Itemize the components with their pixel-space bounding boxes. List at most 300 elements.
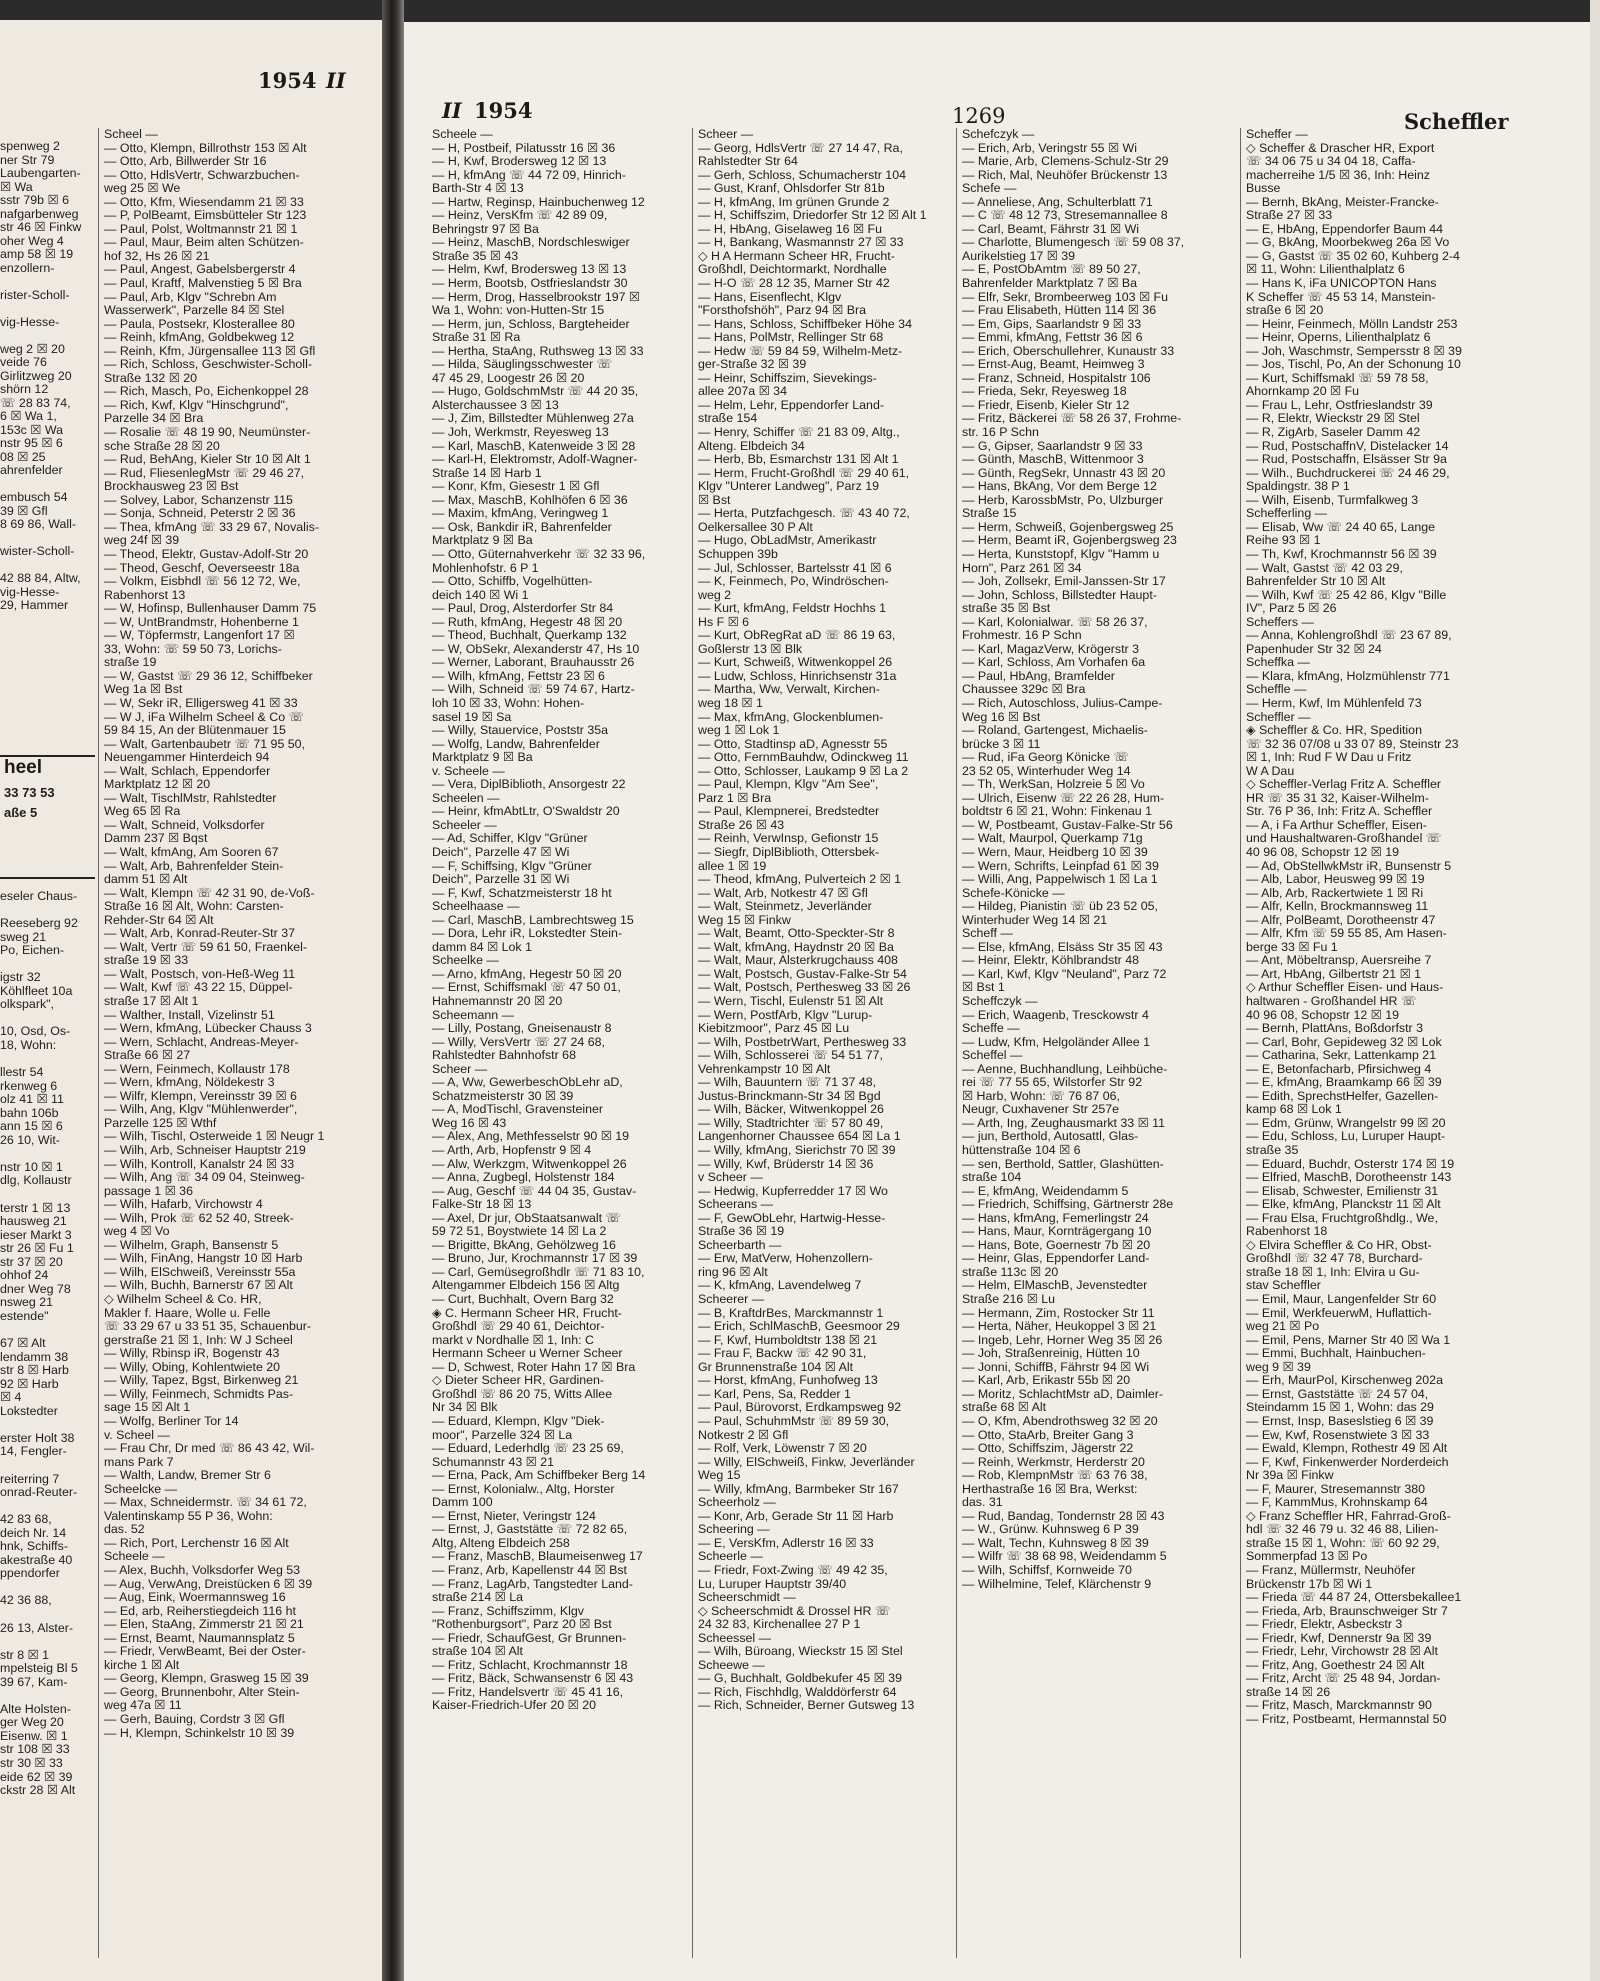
directory-line: — Max, kfmAng, Glockenblumen-: [698, 710, 884, 724]
directory-line: Scheerle —: [698, 1550, 763, 1564]
directory-line: [0, 559, 95, 573]
directory-line: Deich", Parzelle 31 ☒ Wi: [432, 873, 570, 887]
directory-line: — Friedr, Lehr, Virchowstr 28 ☒ Alt: [1246, 1645, 1438, 1659]
directory-line: — Gerh, Schloss, Schumacherstr 104: [698, 168, 906, 182]
directory-line: Großhdl, Deichtormarkt, Nordhalle: [698, 263, 887, 277]
directory-line: — W, Postbeamt, Gustav-Falke-Str 56: [962, 818, 1173, 832]
directory-line: Scheemann —: [432, 1008, 514, 1022]
right-page-year: 1954: [474, 98, 533, 123]
directory-line: ◇ Franz Scheffler HR, Fahrrad-Groß-: [1246, 1509, 1451, 1523]
directory-line: stav Scheffler: [1246, 1279, 1321, 1293]
directory-line: [0, 1689, 95, 1703]
directory-line: Großhdl ☏ 86 20 75, Witts Allee: [432, 1387, 613, 1401]
directory-line: str 108 ☒ 33: [0, 1743, 70, 1757]
directory-line: — Helm, Lehr, Eppendorfer Land-: [698, 398, 884, 412]
directory-line: — Walt, Arb, Notkestr 47 ☒ Gfl: [698, 886, 868, 900]
directory-line: — Paul, HbAng, Bramfelder: [962, 669, 1115, 683]
directory-line: — Edm, Grünw, Wrangelstr 99 ☒ 20: [1246, 1116, 1446, 1130]
directory-line: — Eduard, Klempn, Klgv "Diek-: [432, 1414, 605, 1428]
directory-line: rei ☏ 77 55 65, Wilstorfer Str 92: [962, 1076, 1143, 1090]
directory-line: — Reinh, kfmAng, Goldbekweg 12: [104, 331, 295, 345]
directory-line: weg 9 ☒ 39: [1246, 1360, 1311, 1374]
directory-line: — Ulrich, Eisenw ☏ 22 26 28, Hum-: [962, 791, 1165, 805]
directory-line: Scheer —: [432, 1062, 488, 1076]
directory-line: ring 96 ☒ Alt: [698, 1265, 768, 1279]
directory-line: str 46 ☒ Finkw: [0, 221, 82, 234]
directory-line: — Fritz, Ang, Goethestr 24 ☒ Alt: [1246, 1658, 1425, 1672]
directory-line: — Max, Schneidermstr. ☏ 34 61 72,: [104, 1496, 307, 1510]
directory-line: Straße 216 ☒ Lu: [962, 1293, 1056, 1307]
directory-line: — Rob, KlempnMstr ☏ 63 76 38,: [962, 1469, 1148, 1483]
directory-line: straße 154: [698, 412, 758, 426]
directory-line: 14, Fengler-: [0, 1445, 67, 1459]
directory-line: [0, 1188, 95, 1202]
directory-line: berge 33 ☒ Fu 1: [1246, 940, 1338, 954]
directory-line: — Emmi, Buchhalt, Hainbuchen-: [1246, 1347, 1426, 1361]
directory-line: — Ernst, Nieter, Veringstr 124: [432, 1509, 596, 1523]
directory-line: — Wilh., Buchdruckerei ☏ 24 46 29,: [1246, 466, 1450, 480]
directory-line: — Hugo, ObLadMstr, Amerikastr: [698, 534, 877, 548]
directory-line: — Frieda ☏ 44 87 24, Ottersbekallee1: [1246, 1591, 1462, 1605]
directory-line: — Joh, Werkmstr, Reyesweg 13: [432, 426, 609, 440]
directory-line: — Reinh, VerwInsp, Gefionstr 15: [698, 832, 879, 846]
directory-line: Winterhuder Weg 14 ☒ 21: [962, 913, 1108, 927]
directory-line: — Herta, Putzfachgesch. ☏ 43 40 72,: [698, 507, 910, 521]
directory-line: — Herm, Beamt iR, Gojenbergsweg 23: [962, 534, 1177, 548]
directory-line: — Willy, Rbinsp iR, Bogenstr 43: [104, 1347, 280, 1361]
directory-line: 39 67, Kam-: [0, 1675, 68, 1689]
directory-line: — Erich, SchlMaschB, Geesmoor 29: [698, 1320, 900, 1334]
directory-line: — Ernst, Beamt, Naumannsplatz 5: [104, 1631, 295, 1645]
directory-line: — Friedr, Eisenb, Kieler Str 12: [962, 398, 1130, 412]
directory-line: straße 104 ☒ Alt: [432, 1645, 523, 1659]
directory-line: Scheewe —: [698, 1658, 765, 1672]
directory-line: Scheffka —: [1246, 656, 1310, 670]
directory-line: Scheer —: [698, 128, 754, 141]
directory-line: straße 6 ☒ 20: [1246, 304, 1324, 318]
directory-line: ◇ Arthur Scheffler Eisen- und Haus-: [1246, 981, 1444, 995]
directory-line: — Frau Elsa, Fruchtgroßhdlg., We,: [1246, 1211, 1438, 1225]
right-page-volume: II: [442, 98, 462, 123]
directory-line: weg 1 ☒ Lok 1: [698, 724, 780, 738]
directory-line: — Otto, Schiffb, Vogelhütten-: [432, 575, 593, 589]
directory-line: — Fritz, Schlacht, Krochmannstr 18: [432, 1658, 628, 1672]
directory-line: Scheerschmidt —: [698, 1591, 796, 1605]
directory-line: macherreihe 1/5 ☒ 36, Inh: Heinz: [1246, 168, 1430, 182]
directory-line: 40 96 08, Schopstr 12 ☒ 19: [1246, 845, 1400, 859]
directory-line: — G, Buchhalt, Goldbekufer 45 ☒ 39: [698, 1672, 902, 1686]
directory-line: — Rud, Postschaffn, Elsässer Str 9a: [1246, 453, 1447, 467]
directory-line: — F, Kwf, Schatzmeisterstr 18 ht: [432, 886, 612, 900]
directory-line: str 8 ☒ Harb: [0, 1364, 69, 1378]
directory-line: — Hans K, iFa UNICOPTON Hans: [1246, 277, 1437, 291]
directory-line: — Franz, MaschB, Blaumeisenweg 17: [432, 1550, 643, 1564]
directory-line: straße 19: [104, 656, 157, 670]
directory-line: Straße 16 ☒ Alt, Wohn: Carsten-: [104, 900, 284, 914]
directory-line: — Klara, kfmAng, Holzmühlenstr 771: [1246, 669, 1450, 683]
directory-line: — W., Grünw. Kuhnsweg 6 P 39: [962, 1523, 1139, 1537]
directory-line: Nr 39a ☒ Finkw: [1246, 1469, 1334, 1483]
directory-line: — Solvey, Labor, Schanzenstr 115: [104, 493, 293, 507]
directory-line: — Helm, ElMaschB, Jevenstedter: [962, 1279, 1148, 1293]
directory-line: — Martha, Ww, Verwalt, Kirchen-: [698, 683, 880, 697]
directory-line: — Anneliese, Ang, Schulterblatt 71: [962, 195, 1153, 209]
directory-line: Scheelcke —: [104, 1482, 178, 1496]
directory-line: — Willy, Stadtrichter ☏ 57 80 49,: [698, 1116, 884, 1130]
directory-line: Reeseberg 92: [0, 917, 78, 931]
directory-line: — Willy, Obing, Kohlentwiete 20: [104, 1360, 281, 1374]
directory-line: — Walt, Vertr ☏ 59 61 50, Fraenkel-: [104, 940, 308, 954]
directory-line: — Ed, arb, Reiherstiegdeich 116 ht: [104, 1604, 296, 1618]
running-head: Scheffler: [1404, 109, 1509, 134]
directory-line: — Horst, kfmAng, Funhofweg 13: [698, 1374, 878, 1388]
directory-line: Straße 15: [962, 507, 1017, 521]
directory-line: Scheelke —: [432, 954, 499, 968]
directory-line: — Alfr, Kelln, Brockmannsweg 11: [1246, 900, 1429, 914]
directory-line: — A, ModTischl, Gravensteiner: [432, 1103, 604, 1117]
directory-line: Klgv "Unterer Landweg", Parz 19: [698, 480, 879, 494]
directory-line: — Kurt, kfmAng, Feldstr Hochhs 1: [698, 602, 886, 616]
directory-line: — O, Kfm, Abendrothsweg 32 ☒ 20: [962, 1414, 1158, 1428]
directory-line: weg 21 ☒ Po: [1246, 1320, 1320, 1334]
directory-line: — Paul, Arb, Klgv "Schrebn Am: [104, 290, 277, 304]
directory-line: llestr 54: [0, 1066, 44, 1080]
directory-line: 18, Wohn:: [0, 1039, 57, 1053]
directory-line: Scheffers —: [1246, 615, 1314, 629]
directory-line: — Hedw ☏ 59 84 59, Wilhelm-Metz-: [698, 344, 903, 358]
directory-line: — Wilh, Arb, Schneiser Hauptstr 219: [104, 1144, 306, 1158]
directory-line: Brückenstr 17b ☒ Wi 1: [1246, 1577, 1373, 1591]
directory-line: Makler f. Haare, Wolle u. Felle: [104, 1306, 271, 1320]
directory-line: olz 41 ☒ 11: [0, 1093, 64, 1107]
directory-line: Straße 132 ☒ 20: [104, 371, 198, 385]
directory-line: — Ant, Möbeltransp, Auersreihe 7: [1246, 954, 1432, 968]
directory-line: — Elisab, Schwester, Emilienstr 31: [1246, 1184, 1439, 1198]
directory-line: — Emil, Maur, Langenfelder Str 60: [1246, 1293, 1437, 1307]
directory-line: — Wern, kfmAng, Lübecker Chauss 3: [104, 1022, 312, 1036]
directory-line: Brockhausweg 23 ☒ Bst: [104, 480, 239, 494]
directory-line: estende": [0, 1309, 49, 1323]
directory-line: spenweg 2: [0, 140, 60, 153]
directory-line: 42 36 88,: [0, 1594, 52, 1608]
directory-line: Großhdl ☏ 32 47 78, Burchard-: [1246, 1252, 1423, 1266]
directory-line: — Rud, iFa Georg Könicke ☏: [962, 751, 1130, 765]
directory-line: — P, PolBeamt, Eimsbütteler Str 123: [104, 209, 307, 223]
directory-line: Scheerbarth —: [698, 1238, 782, 1252]
directory-line: Ahornkamp 20 ☒ Fu: [1246, 385, 1360, 399]
directory-line: — D, Schwest, Roter Hahn 17 ☒ Bra: [432, 1360, 636, 1374]
directory-line: Neugr, Cuxhavener Str 257e: [962, 1103, 1120, 1117]
directory-line: Lu, Luruper Hauptstr 39/40: [698, 1577, 847, 1591]
directory-line: — Alw, Werkzgm, Witwenkoppel 26: [432, 1157, 627, 1171]
directory-line: — Hildeg, Pianistin ☏ üb 23 52 05,: [962, 900, 1158, 914]
directory-line: Scheele —: [432, 128, 493, 141]
directory-line: [0, 275, 95, 289]
directory-line: ieser Markt 3: [0, 1228, 72, 1242]
directory-line: Schuppen 39b: [698, 547, 778, 561]
directory-line: — Fritz, Handelsvertr ☏ 45 41 16,: [432, 1685, 624, 1699]
directory-line: — Joh, Straßenreinig, Hütten 10: [962, 1347, 1140, 1361]
directory-line: moor", Parzelle 324 ☒ La: [432, 1428, 573, 1442]
directory-line: erster Holt 38: [0, 1431, 75, 1445]
directory-line: — Walt, TischlMstr, Rahlstedter: [104, 791, 277, 805]
directory-line: — Karl, Kwf, Klgv "Neuland", Parz 72: [962, 967, 1167, 981]
directory-line: — R, Elektr, Wieckstr 29 ☒ Stel: [1246, 412, 1420, 426]
directory-line: Kaiser-Friedrich-Ufer 20 ☒ 20: [432, 1699, 596, 1713]
directory-line: markt v Nordhalle ☒ 1, Inh: C: [432, 1333, 594, 1347]
directory-line: — Erich, Oberschullehrer, Kunaustr 33: [962, 344, 1175, 358]
directory-line: Papenhuder Str 32 ☒ 24: [1246, 642, 1382, 656]
directory-line: mans Park 7: [104, 1455, 174, 1469]
directory-line: — Paul, Maur, Beim alten Schützen-: [104, 236, 304, 250]
directory-line: straße 113c ☒ 20: [962, 1265, 1059, 1279]
directory-line: str 26 ☒ Fu 1: [0, 1242, 74, 1256]
directory-line: — Walt, Klempn ☏ 42 31 90, de-Voß-: [104, 886, 315, 900]
directory-line: — Walt, Postsch, von-Heß-Weg 11: [104, 967, 296, 981]
directory-line: — E, kfmAng, Braamkamp 66 ☒ 39: [1246, 1076, 1442, 1090]
directory-line: Chaussee 329c ☒ Bra: [962, 683, 1086, 697]
directory-line: weg 18 ☒ 1: [698, 696, 763, 710]
directory-line: gerstraße 21 ☒ 1, Inh: W J Scheel: [104, 1333, 293, 1347]
directory-line: Parzelle 125 ☒ Wthf: [104, 1116, 217, 1130]
directory-line: — Lilly, Postang, Gneisenaustr 8: [432, 1022, 612, 1036]
directory-line: Scheessel —: [698, 1631, 772, 1645]
directory-line: — Willy, kfmAng, Sierichstr 70 ☒ 39: [698, 1144, 896, 1158]
directory-line: — Theod, Buchhalt, Querkamp 132: [432, 629, 627, 643]
directory-line: — Theod, Geschf, Oeverseestr 18a: [104, 561, 300, 575]
directory-line: — C ☏ 48 12 73, Stresemannallee 8: [962, 209, 1168, 223]
directory-line: — Heinr, Operns, Lilienthalplatz 6: [1246, 331, 1431, 345]
directory-line: Scheffer —: [1246, 128, 1308, 141]
directory-line: 67 ☒ Alt: [0, 1337, 46, 1351]
directory-line: — Walther, Install, Vizelinstr 51: [104, 1008, 275, 1022]
directory-line: — Karl, Arb, Erikastr 55b ☒ 20: [962, 1374, 1131, 1388]
directory-line: — Curt, Buchhalt, Overn Barg 32: [432, 1293, 614, 1307]
directory-line: Scheff —: [962, 927, 1013, 941]
directory-line: — A, i Fa Arthur Scheffler, Eisen-: [1246, 818, 1427, 832]
directory-line: — Werner, Laborant, Brauhausstr 26: [432, 656, 635, 670]
directory-line: — Wilh, Bäcker, Witwenkoppel 26: [698, 1103, 884, 1117]
directory-line: — Em, Gips, Saarlandstr 9 ☒ 33: [962, 317, 1142, 331]
directory-line: Weg 15: [698, 1469, 741, 1483]
directory-line: — Ingeb, Lehr, Horner Weg 35 ☒ 26: [962, 1333, 1163, 1347]
directory-line: 42 83 68,: [0, 1513, 52, 1527]
column-rule: [692, 128, 693, 1958]
directory-line: straße 35 ☒ Bst: [962, 602, 1051, 616]
directory-line: Kiebitzmoor", Parz 45 ☒ Lu: [698, 1022, 850, 1036]
directory-line: Behringstr 97 ☒ Ba: [432, 222, 539, 236]
directory-line: HR ☏ 35 31 32, Kaiser-Wilhelm-: [1246, 791, 1429, 805]
directory-line: ☒ 4: [0, 1391, 22, 1405]
directory-line: — G, Gipser, Saarlandstr 9 ☒ 33: [962, 439, 1143, 453]
directory-line: — Hertha, StaAng, Ruthsweg 13 ☒ 33: [432, 344, 644, 358]
directory-line: das. 52: [104, 1523, 145, 1537]
directory-line: — F, KammMus, Krohnskamp 64: [1246, 1496, 1428, 1510]
directory-line: — Ernst, Gaststätte ☏ 24 57 04,: [1246, 1387, 1429, 1401]
directory-line: — H, Schiffszim, Driedorfer Str 12 ☒ Alt 1: [698, 209, 927, 223]
directory-line: [0, 1459, 95, 1473]
directory-line: Scheerholz —: [698, 1496, 776, 1510]
directory-line: Nr 34 ☒ Blk: [432, 1401, 498, 1415]
directory-line: — Alfr, Kfm ☏ 59 55 85, Am Hasen-: [1246, 927, 1447, 941]
directory-line: — Aug, Geschf ☏ 44 04 35, Gustav-: [432, 1184, 637, 1198]
directory-line: nsweg 21: [0, 1296, 54, 1310]
directory-line: — Frau F, Backw ☏ 42 90 31,: [698, 1347, 867, 1361]
directory-line: Köhlfleet 10a: [0, 984, 73, 998]
directory-line: 42 88 84, Altw,: [0, 572, 81, 585]
directory-line: ☒ Harb, Wohn: ☏ 76 87 06,: [962, 1089, 1120, 1103]
directory-line: — Frau L, Lehr, Ostfrieslandstr 39: [1246, 398, 1433, 412]
directory-line: Straße 14 ☒ Harb 1: [432, 466, 542, 480]
directory-line: Alteng. Elbdeich 34: [698, 439, 805, 453]
directory-line: — Wolfg, Landw, Bahrenfelder: [432, 737, 600, 751]
directory-line: — Joh, Waschmstr, Sempersstr 8 ☒ 39: [1246, 344, 1462, 358]
directory-line: — Erich, Waagenb, Tresckowstr 4: [962, 1008, 1149, 1022]
directory-line: Herthastraße 16 ☒ Bra, Werkst:: [962, 1482, 1138, 1496]
directory-line: v Scheer —: [698, 1171, 763, 1185]
directory-line: — Rud, PostschaffnV, Distelacker 14: [1246, 439, 1449, 453]
directory-line: — F, Kwf, Humboldtstr 138 ☒ 21: [698, 1333, 878, 1347]
directory-line: — Otto, Kfm, Wiesendamm 21 ☒ 33: [104, 195, 304, 209]
directory-line: — Wilhelm, Graph, Bansenstr 5: [104, 1238, 279, 1252]
directory-line: Damm 237 ☒ Bqst: [104, 832, 208, 846]
directory-line: Scheffel —: [962, 1049, 1023, 1063]
directory-line: — Reinh, Kfm, Jürgensallee 113 ☒ Gfl: [104, 344, 316, 358]
directory-line: — G, BkAng, Moorbekweg 26a ☒ Vo: [1246, 236, 1450, 250]
directory-line: — Wolfg, Berliner Tor 14: [104, 1414, 239, 1428]
directory-line: — Jul, Schlosser, Bartelsstr 41 ☒ 6: [698, 561, 892, 575]
directory-line: — Otto, StaArb, Breiter Gang 3: [962, 1428, 1134, 1442]
directory-line: straße 18 ☒ 1, Inh: Elvira u Gu-: [1246, 1265, 1420, 1279]
directory-line: — Herm, jun, Schloss, Bargteheider: [432, 317, 630, 331]
directory-line: [0, 1418, 95, 1432]
directory-line: — Paul, Kraftf, Malvenstieg 5 ☒ Bra: [104, 277, 302, 291]
directory-line: dner Weg 78: [0, 1282, 71, 1296]
directory-line: — H, kfmAng, Im grünen Grunde 2: [698, 195, 890, 209]
directory-line: Alte Holsten-: [0, 1702, 71, 1716]
directory-line: — Ludw, Kfm, Helgoländer Allee 1: [962, 1035, 1151, 1049]
directory-line: 26 13, Alster-: [0, 1621, 74, 1635]
directory-line: Str. 76 P 36, Inh: Fritz A. Scheffler: [1246, 805, 1433, 819]
directory-line: — Arth, Arb, Hopfenstr 9 ☒ 4: [432, 1144, 592, 1158]
directory-line: — Walt, Schneid, Volksdorfer: [104, 818, 265, 832]
directory-line: straße 15 ☒ 1, Wohn: ☏ 60 92 29,: [1246, 1536, 1440, 1550]
directory-line: — Kurt, Schiffsmakl ☏ 59 78 58,: [1246, 371, 1429, 385]
directory-line: — W, Töpfermstr, Langenfort 17 ☒: [104, 629, 295, 643]
directory-line: weg 24f ☒ 39: [104, 534, 180, 548]
directory-line: str 30 ☒ 33: [0, 1757, 63, 1770]
directory-line: — Franz, Schneid, Hospitalstr 106: [962, 371, 1151, 385]
directory-line: — Wern, Schlacht, Andreas-Meyer-: [104, 1035, 299, 1049]
directory-line: — Theod, Elektr, Gustav-Adolf-Str 20: [104, 547, 309, 561]
directory-line: — Wilh, Büroang, Wieckstr 15 ☒ Stel: [698, 1645, 903, 1659]
directory-line: — B, KraftdrBes, Marckmannstr 1: [698, 1306, 884, 1320]
directory-line: sasel 19 ☒ Sa: [432, 710, 512, 724]
directory-line: rister-Scholl-: [0, 288, 70, 302]
directory-line: Barth-Str 4 ☒ 13: [432, 182, 524, 196]
directory-line: reiterring 7: [0, 1472, 60, 1486]
directory-line: damm 84 ☒ Lok 1: [432, 940, 532, 954]
directory-line: — Wilfr ☏ 38 68 98, Weidendamm 5: [962, 1550, 1167, 1564]
directory-line: 39 ☒ Gfl: [0, 504, 48, 518]
directory-line: Scheel —: [104, 128, 158, 141]
directory-line: — Friedr, Kwf, Dennerstr 9a ☒ 39: [1246, 1631, 1432, 1645]
directory-line: — Alb, Arb, Rackertwiete 1 ☒ Ri: [1246, 886, 1424, 900]
directory-line: — Willy, VersVertr ☏ 27 24 68,: [432, 1035, 605, 1049]
directory-line: — Walt, Arb, Bahrenfelder Stein-: [104, 859, 284, 873]
directory-line: — Hans, BkAng, Vor dem Berge 12: [962, 480, 1157, 494]
directory-line: — Franz, Müllermstr, Neuhöfer: [1246, 1563, 1416, 1577]
directory-line: — Wern, Maur, Heidberg 10 ☒ 39: [962, 845, 1148, 859]
directory-line: — Edith, SprechstHelfer, Gazellen-: [1246, 1089, 1439, 1103]
directory-line: Schumannstr 43 ☒ 21: [432, 1455, 555, 1469]
directory-line: str. 16 P Schn: [962, 426, 1039, 440]
directory-line: — Wilh, Kontroll, Kanalstr 24 ☒ 33: [104, 1157, 295, 1171]
directory-line: Straße 36 ☒ 19: [698, 1225, 785, 1239]
directory-line: — Otto, Schlosser, Laukamp 9 ☒ La 2: [698, 764, 909, 778]
directory-line: hnk, Schiffs-: [0, 1540, 68, 1554]
directory-line: — Sonja, Schneid, Peterstr 2 ☒ 36: [104, 507, 296, 521]
directory-line: — Fritz, Masch, Marckmannstr 90: [1246, 1699, 1432, 1713]
directory-line: — Hugo, GoldschmMstr ☏ 44 20 35,: [432, 385, 639, 399]
directory-line: allee 1 ☒ 19: [698, 859, 767, 873]
directory-line: ◇ Scheffer & Drascher HR, Export: [1246, 141, 1435, 155]
directory-line: Scheering —: [698, 1523, 770, 1537]
directory-line: onrad-Reuter-: [0, 1486, 78, 1500]
directory-line: hof 32, Hs 26 ☒ 21: [104, 249, 210, 263]
directory-line: — Georg, Brunnenbohr, Alter Stein-: [104, 1685, 300, 1699]
directory-line: Scheffler —: [1246, 710, 1311, 724]
directory-line: "Forsthofshöh", Parz 94 ☒ Bra: [698, 304, 866, 318]
directory-line: — Konr, Arb, Gerade Str 11 ☒ Harb: [698, 1509, 894, 1523]
directory-line: ckstr 28 ☒ Alt: [0, 1784, 76, 1798]
directory-line: Busse: [1246, 182, 1281, 196]
directory-line: hüttenstraße 104 ☒ 6: [962, 1144, 1081, 1158]
directory-line: — Fritz, Bäckerei ☏ 58 26 37, Frohme-: [962, 412, 1182, 426]
directory-line: Reihe 93 ☒ 1: [1246, 534, 1321, 548]
directory-line: Altg, Alteng Elbdeich 258: [432, 1536, 570, 1550]
directory-line: ◇ Wilhelm Scheel & Co. HR,: [104, 1293, 262, 1307]
directory-line: Schefferling —: [1246, 507, 1328, 521]
directory-line: — Roland, Gartengest, Michaelis-: [962, 724, 1148, 738]
directory-line: — Otto, HdlsVertr, Schwarzbuchen-: [104, 168, 300, 182]
directory-line: straße 14 ☒ 26: [1246, 1685, 1331, 1699]
directory-line: — Rich, Schloss, Geschwister-Scholl-: [104, 358, 312, 372]
directory-line: Altengammer Elbdeich 156 ☒ Altg: [432, 1279, 620, 1293]
directory-line: — Erw, MatVerw, Hohenzollern-: [698, 1252, 873, 1266]
directory-line: — Walth, Landw, Bremer Str 6: [104, 1469, 271, 1483]
directory-line: — Willy, Stauervice, Poststr 35a: [432, 724, 609, 738]
directory-line: — Ad, ObStellwkMstr iR, Bunsenstr 5: [1246, 859, 1452, 873]
directory-line: — E, HbAng, Eppendorfer Baum 44: [1246, 222, 1443, 236]
directory-line: Bahrenfelder Str 10 ☒ Alt: [1246, 575, 1386, 589]
directory-line: — Hans, PolMstr, Rellinger Str 68: [698, 331, 884, 345]
directory-line: [0, 1500, 95, 1514]
directory-line: ◇ Elvira Scheffler & Co HR, Obst-: [1246, 1238, 1432, 1252]
left-fragment-column-2: [0, 890, 95, 1798]
directory-line: Scheffle —: [1246, 683, 1307, 697]
directory-line: — Carl, Gemüsegroßhdlr ☏ 71 83 10,: [432, 1265, 645, 1279]
directory-line: — Otto, Arb, Billwerder Str 16: [104, 155, 267, 169]
directory-line: damm 51 ☒ Alt: [104, 873, 188, 887]
directory-line: embusch 54: [0, 491, 68, 504]
directory-line: — E, VersKfm, Adlerstr 16 ☒ 33: [698, 1536, 874, 1550]
directory-line: — Herb, KarossbMstr, Po, Ulzburger: [962, 493, 1164, 507]
directory-line: — Walt, Gastst ☏ 42 03 29,: [1246, 561, 1403, 575]
directory-line: nstr 95 ☒ 6: [0, 437, 63, 450]
directory-line: — K, Feinmech, Po, Windröschen-: [698, 575, 889, 589]
directory-line: — Friedr, Elektr, Asbeckstr 3: [1246, 1618, 1403, 1632]
